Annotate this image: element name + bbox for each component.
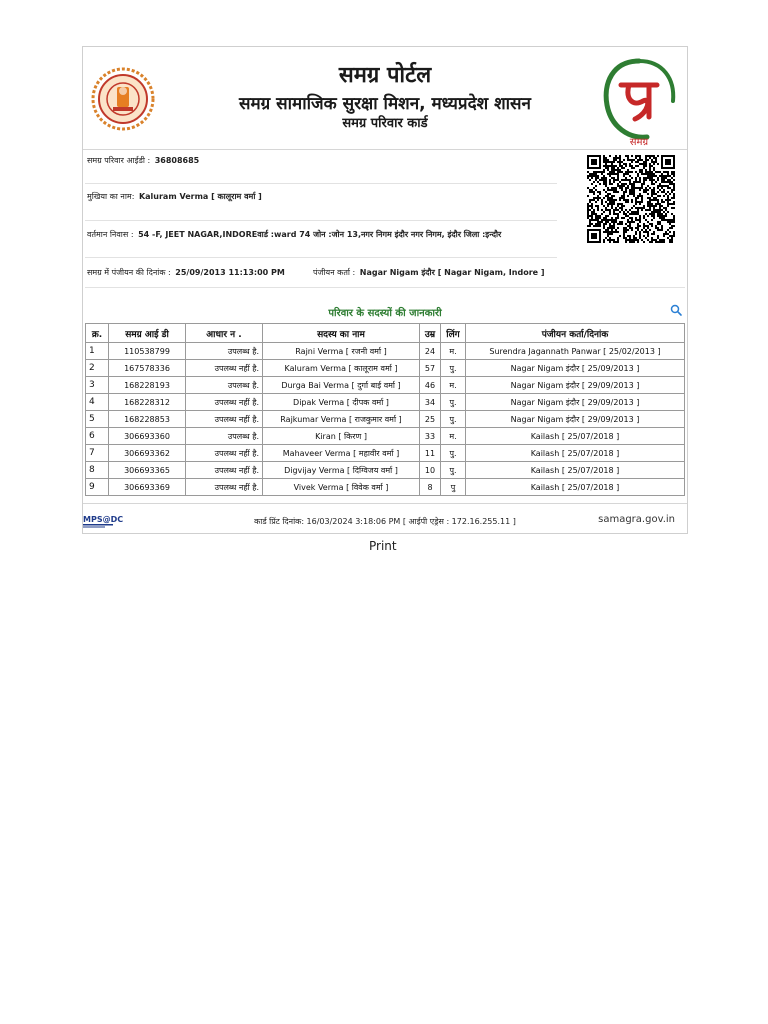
cell-registrar: Kailash [ 25/07/2018 ] [466,462,685,479]
table-row [86,462,685,479]
cell-gender: पु [441,479,466,496]
cell-sn: 9 [86,479,109,496]
cell-aadhaar: उपलब्ध है. [186,428,263,445]
header-samagra-id: समग्र आई डी [109,324,186,343]
cell-age: 11 [420,445,441,462]
table-row [86,411,685,428]
address-value: 54 -F, JEET NAGAR,INDOREवार्ड :ward 74 जोन :जोन 13,नगर निगम इंदौर नगर निगम, इंदौर जिला :इन्दौर [138,230,502,239]
members-section-title: परिवार के सदस्यों की जानकारी [328,308,442,319]
cell-member-name: Kaluram Verma [ कालूराम वर्मा ] [263,360,420,377]
cell-samagra-id: 168228312 [109,394,186,411]
card-header [83,47,687,150]
family-id-value: 36808685 [154,156,200,165]
table-row [86,360,685,377]
cell-gender: म. [441,428,466,445]
cell-samagra-id: 168228853 [109,411,186,428]
cell-registrar: Kailash [ 25/07/2018 ] [466,445,685,462]
table-row [86,479,685,496]
cell-gender: पु. [441,360,466,377]
site-url: samagra.gov.in [598,514,675,525]
card-title: समग्र परिवार कार्ड [342,116,428,131]
cell-member-name: Rajkumar Verma [ राजकुमार वर्मा ] [263,411,420,428]
cell-aadhaar: उपलब्ध है. [186,377,263,394]
mission-title: समग्र सामाजिक सुरक्षा मिशन, मध्यप्रदेश शासन [238,94,531,114]
cell-age: 25 [420,411,441,428]
cell-registrar: Surendra Jagannath Panwar [ 25/02/2013 ] [466,343,685,360]
family-id-label: समग्र परिवार आईडी : [87,156,151,165]
cell-samagra-id: 306693360 [109,428,186,445]
cell-gender: पु. [441,411,466,428]
cell-registrar: Nagar Nigam इंदौर [ 29/09/2013 ] [466,377,685,394]
cell-registrar: Kailash [ 25/07/2018 ] [466,428,685,445]
cell-gender: पु. [441,445,466,462]
cell-member-name: Dipak Verma [ दीपक वर्मा ] [263,394,420,411]
divider [85,220,557,221]
cell-samagra-id: 167578336 [109,360,186,377]
cell-gender: पु. [441,394,466,411]
cell-samagra-id: 306693369 [109,479,186,496]
table-row [86,377,685,394]
cell-age: 46 [420,377,441,394]
cell-age: 57 [420,360,441,377]
cell-age: 8 [420,479,441,496]
divider [85,257,557,258]
cell-samagra-id: 168228193 [109,377,186,394]
logo-caption: समग्र [629,137,649,148]
cell-member-name: Rajni Verma [ रजनी वर्मा ] [263,343,420,360]
cell-age: 33 [420,428,441,445]
qr-code-icon [587,155,675,243]
table-header-row [86,324,685,343]
header-gender: लिंग [441,324,466,343]
head-label: मुखिया का नाम: [87,192,135,201]
cell-age: 34 [420,394,441,411]
header-registrar-date: पंजीयन कर्ता/दिनांक [466,324,685,343]
cell-registrar: Kailash [ 25/07/2018 ] [466,479,685,496]
cell-member-name: Vivek Verma [ विवेक वर्मा ] [263,479,420,496]
table-row [86,428,685,445]
cell-registrar: Nagar Nigam इंदौर [ 25/09/2013 ] [466,360,685,377]
cell-samagra-id: 306693365 [109,462,186,479]
cell-aadhaar: उपलब्ध नहीं है. [186,360,263,377]
search-icon[interactable] [670,304,682,316]
family-card [82,46,688,534]
divider [85,183,557,184]
cell-member-name: Durga Bai Verma [ दुर्गा बाई वर्मा ] [263,377,420,394]
table-row [86,394,685,411]
cell-aadhaar: उपलब्ध नहीं है. [186,394,263,411]
table-row [86,343,685,360]
cell-aadhaar: उपलब्ध है. [186,343,263,360]
cell-member-name: Kiran [ किरण ] [263,428,420,445]
footer-divider [83,503,687,504]
header-member-name: सदस्य का नाम [263,324,420,343]
cell-age: 10 [420,462,441,479]
cell-sn: 8 [86,462,109,479]
cell-sn: 6 [86,428,109,445]
samagra-logo-icon [599,55,679,147]
cell-sn: 1 [86,343,109,360]
head-value: Kaluram Verma [ कालूराम वर्मा ] [138,192,262,201]
cell-registrar: Nagar Nigam इंदौर [ 29/09/2013 ] [466,394,685,411]
cell-aadhaar: उपलब्ध नहीं है. [186,445,263,462]
cell-sn: 5 [86,411,109,428]
cell-aadhaar: उपलब्ध नहीं है. [186,479,263,496]
cell-sn: 3 [86,377,109,394]
registrar-value: Nagar Nigam इंदौर [ Nagar Nigam, Indore ] [359,268,545,277]
cell-gender: म. [441,343,466,360]
cell-aadhaar: उपलब्ध नहीं है. [186,411,263,428]
print-button[interactable]: Print [369,539,397,553]
family-id-row [87,155,199,166]
header-age: उम्र [420,324,441,343]
head-row [87,191,262,202]
cell-gender: पु. [441,462,466,479]
address-label: वर्तमान निवास : [87,230,134,239]
registrar-label: पंजीयन कर्ता : [313,268,356,277]
cell-age: 24 [420,343,441,360]
cell-samagra-id: 110538799 [109,343,186,360]
cell-registrar: Nagar Nigam इंदौर [ 29/09/2013 ] [466,411,685,428]
reg-date-value: 25/09/2013 11:13:00 PM [175,268,285,277]
cell-member-name: Digvijay Verma [ दिग्विजय वर्मा ] [263,462,420,479]
registrar-row [313,267,545,278]
cell-member-name: Mahaveer Verma [ महावीर वर्मा ] [263,445,420,462]
reg-date-row [87,267,285,278]
address-row [87,229,501,240]
print-info: कार्ड प्रिंट दिनांक: 16/03/2024 3:18:06 PM [ आईपी एड्रेस : 172.16.255.11 ] [254,517,516,526]
reg-date-label: समग्र में पंजीयन की दिनांक : [87,268,171,277]
divider [85,287,685,288]
cell-gender: म. [441,377,466,394]
header-aadhaar: आधार न . [186,324,263,343]
cell-sn: 2 [86,360,109,377]
table-row [86,445,685,462]
cell-aadhaar: उपलब्ध नहीं है. [186,462,263,479]
mpsedc-text: MPS@DC [83,515,124,524]
cell-sn: 4 [86,394,109,411]
cell-sn: 7 [86,445,109,462]
header-sn: क्र. [86,324,109,343]
cell-samagra-id: 306693362 [109,445,186,462]
members-table [85,323,685,496]
portal-title: समग्र पोर्टल [338,63,432,88]
